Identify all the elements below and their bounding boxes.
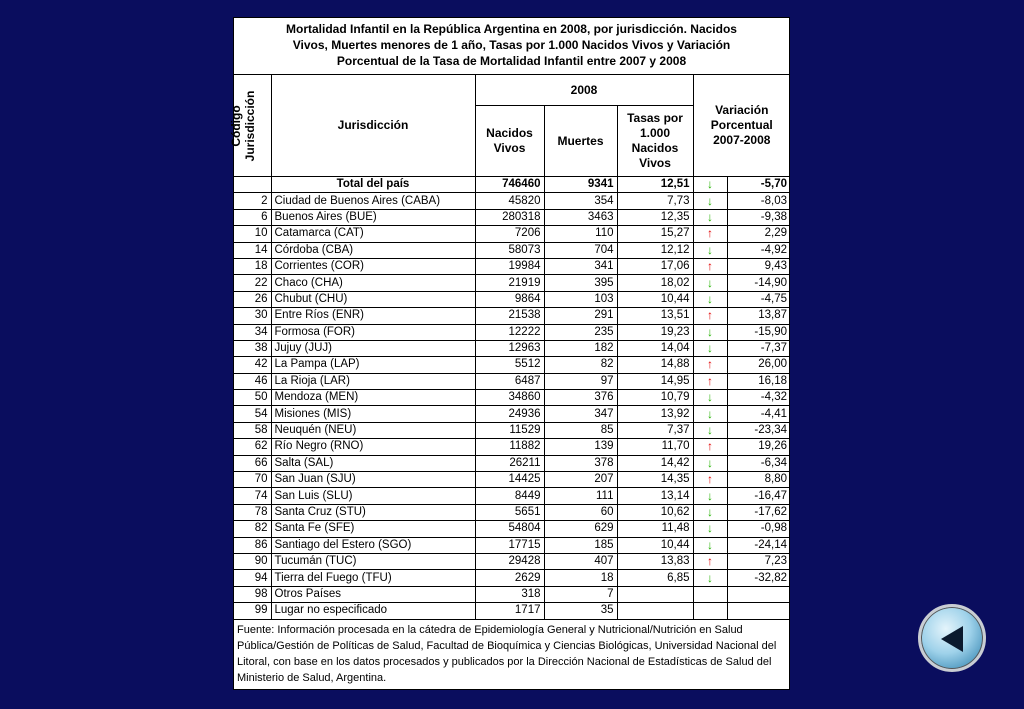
row-tasa: 14,35 xyxy=(617,472,693,488)
table-row xyxy=(234,258,790,274)
row-name: San Juan (SJU) xyxy=(271,472,475,488)
row-variacion: -24,14 xyxy=(727,537,790,553)
row-tasa: 10,79 xyxy=(617,390,693,406)
row-variacion: -4,32 xyxy=(727,390,790,406)
row-nacidos: 54804 xyxy=(475,521,544,537)
back-triangle-icon xyxy=(941,626,963,652)
table-row xyxy=(234,504,790,520)
table-row xyxy=(234,553,790,569)
row-variacion: -6,34 xyxy=(727,455,790,471)
row-nacidos: 11529 xyxy=(475,422,544,438)
table-row xyxy=(234,308,790,324)
row-tasa: 17,06 xyxy=(617,258,693,274)
row-tasa: 6,85 xyxy=(617,570,693,586)
row-code: 94 xyxy=(234,570,271,586)
row-muertes: 110 xyxy=(544,226,617,242)
green-down-arrow-icon: ↓ xyxy=(707,324,713,339)
green-down-arrow-icon: ↓ xyxy=(707,455,713,470)
table-row xyxy=(234,226,790,242)
row-tasa: 7,73 xyxy=(617,193,693,209)
row-nacidos: 5512 xyxy=(475,357,544,373)
row-name: Santa Cruz (STU) xyxy=(271,504,475,520)
row-nacidos: 14425 xyxy=(475,472,544,488)
row-trend-cell xyxy=(693,422,727,438)
row-tasa: 13,83 xyxy=(617,553,693,569)
row-tasa xyxy=(617,603,693,619)
row-muertes: 3463 xyxy=(544,209,617,225)
row-trend-cell xyxy=(693,570,727,586)
row-variacion: -7,37 xyxy=(727,340,790,356)
green-down-arrow-icon: ↓ xyxy=(707,537,713,552)
total-muertes: 9341 xyxy=(544,177,617,193)
row-name: Tucumán (TUC) xyxy=(271,553,475,569)
row-variacion: -8,03 xyxy=(727,193,790,209)
row-tasa: 11,48 xyxy=(617,521,693,537)
green-down-arrow-icon: ↓ xyxy=(707,488,713,503)
row-trend-cell xyxy=(693,373,727,389)
tasas-header: Tasas por 1.000 Nacidos Vivos xyxy=(617,106,693,177)
row-variacion: -14,90 xyxy=(727,275,790,291)
row-trend-cell xyxy=(693,209,727,225)
row-muertes: 60 xyxy=(544,504,617,520)
green-down-arrow-icon: ↓ xyxy=(707,341,713,356)
row-tasa xyxy=(617,586,693,602)
row-muertes: 18 xyxy=(544,570,617,586)
row-trend-cell xyxy=(693,291,727,307)
row-muertes: 376 xyxy=(544,390,617,406)
title-line: Porcentual de la Tasa de Mortalidad Infantil entre 2007 y 2008 xyxy=(336,54,687,68)
row-muertes: 82 xyxy=(544,357,617,373)
row-name: Mendoza (MEN) xyxy=(271,390,475,406)
row-muertes: 85 xyxy=(544,422,617,438)
row-nacidos: 26211 xyxy=(475,455,544,471)
row-nacidos: 280318 xyxy=(475,209,544,225)
row-muertes: 354 xyxy=(544,193,617,209)
row-nacidos: 11882 xyxy=(475,439,544,455)
red-up-arrow-icon: ↑ xyxy=(707,472,713,487)
row-nacidos: 2629 xyxy=(475,570,544,586)
row-name: La Rioja (LAR) xyxy=(271,373,475,389)
row-code: 26 xyxy=(234,291,271,307)
row-muertes: 182 xyxy=(544,340,617,356)
table-row xyxy=(234,422,790,438)
total-nacidos: 746460 xyxy=(475,177,544,193)
row-muertes: 341 xyxy=(544,258,617,274)
row-code: 50 xyxy=(234,390,271,406)
table-row xyxy=(234,455,790,471)
row-variacion: 26,00 xyxy=(727,357,790,373)
row-tasa: 13,92 xyxy=(617,406,693,422)
row-name: Entre Ríos (ENR) xyxy=(271,308,475,324)
row-code: 70 xyxy=(234,472,271,488)
table-row xyxy=(234,603,790,619)
row-tasa: 14,42 xyxy=(617,455,693,471)
row-name: Tierra del Fuego (TFU) xyxy=(271,570,475,586)
red-up-arrow-icon: ↑ xyxy=(707,259,713,274)
row-code: 99 xyxy=(234,603,271,619)
row-muertes: 97 xyxy=(544,373,617,389)
row-code: 30 xyxy=(234,308,271,324)
back-button[interactable] xyxy=(918,604,986,672)
row-tasa: 14,04 xyxy=(617,340,693,356)
table-row xyxy=(234,291,790,307)
row-nacidos: 24936 xyxy=(475,406,544,422)
row-variacion: 16,18 xyxy=(727,373,790,389)
row-name: Misiones (MIS) xyxy=(271,406,475,422)
row-variacion: -4,92 xyxy=(727,242,790,258)
row-variacion: -4,41 xyxy=(727,406,790,422)
table-title xyxy=(234,18,789,75)
row-trend-cell xyxy=(693,340,727,356)
row-tasa: 12,12 xyxy=(617,242,693,258)
row-nacidos: 7206 xyxy=(475,226,544,242)
row-tasa: 10,44 xyxy=(617,291,693,307)
row-name: Jujuy (JUJ) xyxy=(271,340,475,356)
row-nacidos: 17715 xyxy=(475,537,544,553)
jurisdiccion-header: Jurisdicción xyxy=(271,75,475,177)
row-trend-cell xyxy=(693,488,727,504)
row-code: 18 xyxy=(234,258,271,274)
row-muertes: 378 xyxy=(544,455,617,471)
row-tasa: 13,14 xyxy=(617,488,693,504)
row-trend-cell xyxy=(693,504,727,520)
row-name: Ciudad de Buenos Aires (CABA) xyxy=(271,193,475,209)
row-code: 2 xyxy=(234,193,271,209)
row-variacion: 8,80 xyxy=(727,472,790,488)
row-name: Santiago del Estero (SGO) xyxy=(271,537,475,553)
table-row xyxy=(234,537,790,553)
red-up-arrow-icon: ↑ xyxy=(707,554,713,569)
green-down-arrow-icon: ↓ xyxy=(707,193,713,208)
title-line: Mortalidad Infantil en la República Argentina en 2008, por jurisdicción. Nacidos xyxy=(286,22,737,36)
row-code: 58 xyxy=(234,422,271,438)
year-header: 2008 xyxy=(475,75,693,106)
row-muertes: 35 xyxy=(544,603,617,619)
row-nacidos: 6487 xyxy=(475,373,544,389)
table-row xyxy=(234,324,790,340)
row-variacion xyxy=(727,603,790,619)
row-muertes: 139 xyxy=(544,439,617,455)
row-muertes: 291 xyxy=(544,308,617,324)
row-muertes: 347 xyxy=(544,406,617,422)
total-variacion: -5,70 xyxy=(727,177,790,193)
row-code: 46 xyxy=(234,373,271,389)
row-variacion: -9,38 xyxy=(727,209,790,225)
row-muertes: 185 xyxy=(544,537,617,553)
row-muertes: 395 xyxy=(544,275,617,291)
row-muertes: 629 xyxy=(544,521,617,537)
row-name: Chaco (CHA) xyxy=(271,275,475,291)
row-tasa: 18,02 xyxy=(617,275,693,291)
row-code: 6 xyxy=(234,209,271,225)
red-up-arrow-icon: ↑ xyxy=(707,373,713,388)
row-name: Chubut (CHU) xyxy=(271,291,475,307)
row-nacidos: 21538 xyxy=(475,308,544,324)
row-trend-cell xyxy=(693,242,727,258)
source-note: Fuente: Información procesada en la cátedra de Epidemiología General y Nutricional/Nutrición en Salud Pública/Gestión de Políticas de Salud, Facultad de Bioquímica y Ciencias Biológicas, Universidad Nacional del Litoral, con base en los datos procesados y publicados por la Dirección Nacional de Estadísticas de Salud del Ministerio de Salud, Argentina. xyxy=(237,623,777,684)
row-nacidos: 21919 xyxy=(475,275,544,291)
table-row xyxy=(234,242,790,258)
row-code: 74 xyxy=(234,488,271,504)
row-trend-cell xyxy=(693,390,727,406)
row-tasa: 10,44 xyxy=(617,537,693,553)
row-trend-cell xyxy=(693,603,727,619)
row-variacion: 19,26 xyxy=(727,439,790,455)
row-code: 98 xyxy=(234,586,271,602)
row-tasa: 14,95 xyxy=(617,373,693,389)
row-trend-cell xyxy=(693,226,727,242)
row-nacidos: 29428 xyxy=(475,553,544,569)
row-trend-cell xyxy=(693,324,727,340)
row-nacidos: 12222 xyxy=(475,324,544,340)
green-down-arrow-icon: ↓ xyxy=(707,209,713,224)
red-up-arrow-icon: ↑ xyxy=(707,357,713,372)
row-code: 34 xyxy=(234,324,271,340)
row-nacidos: 34860 xyxy=(475,390,544,406)
row-variacion: -17,62 xyxy=(727,504,790,520)
table-row xyxy=(234,209,790,225)
green-down-arrow-icon: ↓ xyxy=(707,177,713,192)
table-row xyxy=(234,340,790,356)
red-up-arrow-icon: ↑ xyxy=(707,308,713,323)
green-down-arrow-icon: ↓ xyxy=(707,521,713,536)
row-tasa: 10,62 xyxy=(617,504,693,520)
row-tasa: 12,35 xyxy=(617,209,693,225)
row-trend-cell xyxy=(693,553,727,569)
table-row xyxy=(234,406,790,422)
row-trend-cell xyxy=(693,193,727,209)
table-row xyxy=(234,373,790,389)
row-code: 78 xyxy=(234,504,271,520)
green-down-arrow-icon: ↓ xyxy=(707,275,713,290)
row-tasa: 13,51 xyxy=(617,308,693,324)
row-trend-cell xyxy=(693,455,727,471)
green-down-arrow-icon: ↓ xyxy=(707,505,713,519)
row-trend-cell xyxy=(693,521,727,537)
row-muertes: 7 xyxy=(544,586,617,602)
row-variacion: 13,87 xyxy=(727,308,790,324)
red-up-arrow-icon: ↑ xyxy=(707,439,713,454)
row-name: San Luis (SLU) xyxy=(271,488,475,504)
row-name: Córdoba (CBA) xyxy=(271,242,475,258)
row-trend-cell xyxy=(693,586,727,602)
green-down-arrow-icon: ↓ xyxy=(707,242,713,257)
row-trend-cell xyxy=(693,537,727,553)
row-name: Catamarca (CAT) xyxy=(271,226,475,242)
row-muertes: 103 xyxy=(544,291,617,307)
row-tasa: 15,27 xyxy=(617,226,693,242)
row-code: 42 xyxy=(234,357,271,373)
row-name: Corrientes (COR) xyxy=(271,258,475,274)
row-name: Otros Países xyxy=(271,586,475,602)
row-code: 10 xyxy=(234,226,271,242)
row-code: 54 xyxy=(234,406,271,422)
row-variacion: -4,75 xyxy=(727,291,790,307)
table-row xyxy=(234,193,790,209)
green-down-arrow-icon: ↓ xyxy=(707,570,713,585)
row-code: 38 xyxy=(234,340,271,356)
row-tasa: 19,23 xyxy=(617,324,693,340)
row-name: Santa Fe (SFE) xyxy=(271,521,475,537)
table-row xyxy=(234,390,790,406)
row-variacion: -0,98 xyxy=(727,521,790,537)
table-row xyxy=(234,570,790,586)
total-tasa: 12,51 xyxy=(617,177,693,193)
row-muertes: 207 xyxy=(544,472,617,488)
total-trend-cell xyxy=(693,177,727,193)
row-nacidos: 1717 xyxy=(475,603,544,619)
red-up-arrow-icon: ↑ xyxy=(707,226,713,241)
total-name: Total del país xyxy=(271,177,475,193)
row-variacion: -32,82 xyxy=(727,570,790,586)
row-nacidos: 45820 xyxy=(475,193,544,209)
row-name: Río Negro (RNO) xyxy=(271,439,475,455)
row-tasa: 14,88 xyxy=(617,357,693,373)
row-nacidos: 8449 xyxy=(475,488,544,504)
green-down-arrow-icon: ↓ xyxy=(707,291,713,306)
row-code: 22 xyxy=(234,275,271,291)
table-row xyxy=(234,488,790,504)
row-trend-cell xyxy=(693,308,727,324)
row-trend-cell xyxy=(693,439,727,455)
row-nacidos: 12963 xyxy=(475,340,544,356)
row-name: Salta (SAL) xyxy=(271,455,475,471)
row-variacion: 2,29 xyxy=(727,226,790,242)
row-code: 62 xyxy=(234,439,271,455)
row-variacion: -23,34 xyxy=(727,422,790,438)
mortality-table-sheet xyxy=(229,17,790,690)
row-muertes: 111 xyxy=(544,488,617,504)
row-variacion: 7,23 xyxy=(727,553,790,569)
row-code: 90 xyxy=(234,553,271,569)
muertes-header: Muertes xyxy=(544,106,617,177)
row-name: Formosa (FOR) xyxy=(271,324,475,340)
title-line: Vivos, Muertes menores de 1 año, Tasas por 1.000 Nacidos Vivos y Variación xyxy=(292,38,731,52)
row-variacion: -16,47 xyxy=(727,488,790,504)
table-body xyxy=(234,177,790,620)
mortality-table xyxy=(229,75,790,620)
codigo-header: Código Jurisdicción xyxy=(234,75,271,177)
row-muertes: 704 xyxy=(544,242,617,258)
table-row xyxy=(234,275,790,291)
total-row xyxy=(234,177,790,193)
row-nacidos: 318 xyxy=(475,586,544,602)
row-name: Neuquén (NEU) xyxy=(271,422,475,438)
row-trend-cell xyxy=(693,357,727,373)
row-variacion: 9,43 xyxy=(727,258,790,274)
row-nacidos: 5651 xyxy=(475,504,544,520)
row-tasa: 7,37 xyxy=(617,422,693,438)
row-code: 14 xyxy=(234,242,271,258)
row-name: Buenos Aires (BUE) xyxy=(271,209,475,225)
row-name: Lugar no especificado xyxy=(271,603,475,619)
variacion-header: Variación Porcentual 2007-2008 xyxy=(693,75,790,177)
total-code xyxy=(234,177,271,193)
nacidos-header: Nacidos Vivos xyxy=(475,106,544,177)
row-nacidos: 19984 xyxy=(475,258,544,274)
green-down-arrow-icon: ↓ xyxy=(707,406,713,421)
row-muertes: 235 xyxy=(544,324,617,340)
green-down-arrow-icon: ↓ xyxy=(707,423,713,438)
table-row xyxy=(234,439,790,455)
table-row xyxy=(234,586,790,602)
row-code: 66 xyxy=(234,455,271,471)
row-code: 82 xyxy=(234,521,271,537)
table-row xyxy=(234,357,790,373)
row-tasa: 11,70 xyxy=(617,439,693,455)
row-trend-cell xyxy=(693,472,727,488)
row-trend-cell xyxy=(693,275,727,291)
row-name: La Pampa (LAP) xyxy=(271,357,475,373)
row-trend-cell xyxy=(693,258,727,274)
row-nacidos: 58073 xyxy=(475,242,544,258)
row-variacion xyxy=(727,586,790,602)
row-code: 86 xyxy=(234,537,271,553)
row-muertes: 407 xyxy=(544,553,617,569)
row-nacidos: 9864 xyxy=(475,291,544,307)
green-down-arrow-icon: ↓ xyxy=(707,390,713,405)
table-row xyxy=(234,521,790,537)
row-trend-cell xyxy=(693,406,727,422)
table-row xyxy=(234,472,790,488)
row-variacion: -15,90 xyxy=(727,324,790,340)
